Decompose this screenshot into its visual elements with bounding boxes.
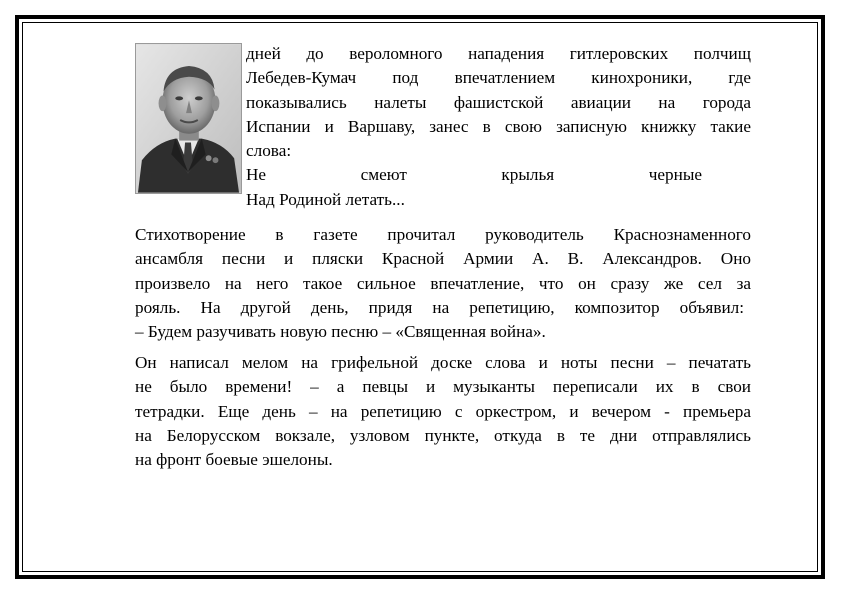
paragraph-line: тетрадки. Еще день – на репетицию с оркестром, и вечером - премьера: [135, 401, 751, 421]
portrait-photo: [135, 43, 242, 194]
ensemble-paragraph: [135, 223, 751, 344]
paragraph-line: дней до вероломного нападения гитлеровских полчищ: [246, 44, 751, 63]
paragraph-line: ансамбля песни и пляски Красной Армии А. В. Александров. Оно: [135, 249, 751, 269]
paragraph-line: на фронт боевые эшелоны.: [135, 450, 333, 470]
portrait-image: [136, 44, 241, 193]
paragraph-line: не было времени! – а певцы и музыканты переписали их в свои: [135, 377, 751, 397]
verse-line: Над Родиной летать...: [246, 189, 405, 209]
intro-paragraph: [246, 42, 751, 212]
paragraph-line: Стихотворение в газете прочитал руководитель Краснознаменного: [135, 225, 751, 244]
paragraph-line: произвело на него такое сильное впечатление, что он сразу же сел за: [135, 273, 751, 293]
paragraph-line: Испании и Варшаву, занес в свою записную книжку такие: [246, 116, 751, 136]
paragraph-line: слова:: [246, 141, 292, 161]
paragraph-line: – Будем разучивать новую песню – «Священная война».: [135, 322, 546, 342]
paragraph-line: на Белорусском вокзале, узловом пункте, откуда в те дни отправлялись: [135, 425, 751, 445]
paragraph-line: Он написал мелом на грифельной доске слова и ноты песни – печатать: [135, 353, 751, 372]
paragraph-line: показывались налеты фашистской авиации на города: [246, 92, 751, 112]
paragraph-line: Лебедев-Кумач под впечатлением кинохроники, где: [246, 68, 751, 88]
premiere-paragraph: [135, 351, 751, 472]
paragraph-line: рояль. На другой день, придя на репетицию, композитор объявил:: [135, 297, 744, 317]
verse-line: Не смеют крылья черные: [246, 165, 702, 185]
